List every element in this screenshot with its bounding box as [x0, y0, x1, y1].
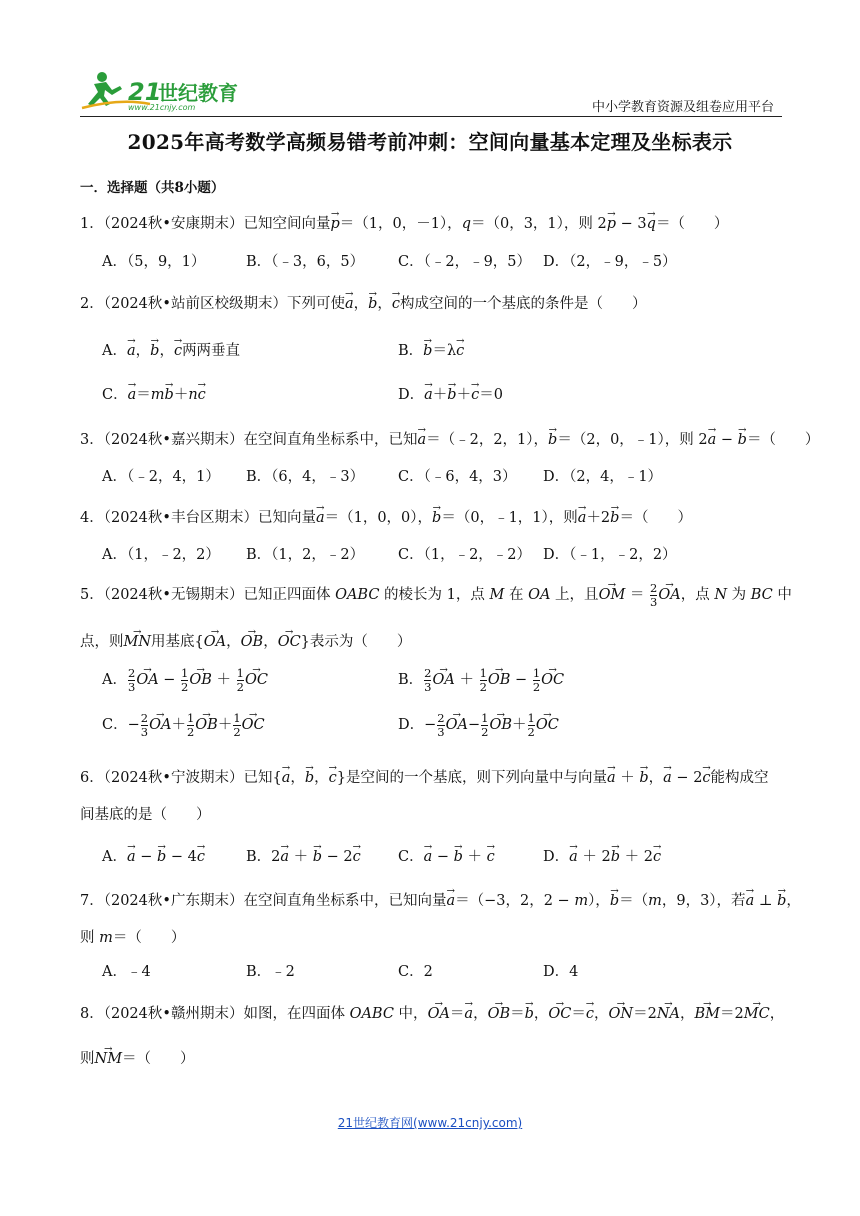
question-6: 6．（2024秋•宁波期末）已知{→ a，→ b，→ c}是空间的一个基底，则下列向量中与向量→ a ＋ → b，→ a − 2→ c能构成空 [80, 766, 769, 787]
q4-option-a[interactable]: A．（1，﹣2，2） [102, 547, 220, 563]
logo [80, 68, 250, 112]
q1-option-a[interactable]: A．（5，9，1） [102, 254, 206, 270]
q3-option-b[interactable]: B．（6，4，﹣3） [246, 469, 365, 485]
question-8: 8．（2024秋•赣州期末）如图，在四面体 OABC 中，→ OA＝→ a，→ OB＝→ b，→ OC＝→ c，→ ON＝2→ NA，→ BM＝2→ MC， [80, 1002, 784, 1023]
q2-option-c[interactable]: C．→ a＝m→ b＋n→ c [102, 383, 206, 404]
q7-option-a[interactable]: A．﹣4 [102, 964, 151, 980]
q7-option-c[interactable]: C．2 [398, 964, 433, 980]
page-title: 2025年高考数学高频易错考前冲刺：空间向量基本定理及坐标表示 [127, 130, 733, 154]
svg-text:21: 21 [128, 78, 162, 106]
svg-text:世纪教育: 世纪教育 [158, 81, 238, 105]
q2-option-d[interactable]: D．→ a＋→ b＋→ c＝0 [398, 383, 503, 404]
question-5: 5．（2024秋•无锡期末）已知正四面体 OABC 的棱长为 1，点 M 在 OA 上，且→ OM ＝ $\frac{2}{3}$ → OA，点 N 为 BC 中 [80, 582, 792, 608]
question-number: 1． [80, 216, 104, 232]
q5-option-a[interactable]: A． $\frac{2}{3}$ → OA − $\frac{1}{2}$ → OB ＋ $\frac{1}{2}$ → OC [102, 667, 268, 693]
q4-option-c[interactable]: C．（1，﹣2，﹣2） [398, 547, 532, 563]
q5-option-d[interactable]: D．− $\frac{2}{3}$ → OA− $\frac{1}{2}$ → OB＋ $\frac{1}{2}$ → OC [398, 712, 559, 738]
q4-option-d[interactable]: D．（﹣1，﹣2，2） [543, 547, 677, 563]
q7-option-d[interactable]: D．4 [543, 964, 579, 980]
svg-text:www.21cnjy.com: www.21cnjy.com [128, 103, 196, 112]
q2-option-b[interactable]: B．→ b＝λ→ c [398, 339, 464, 360]
q6-option-b[interactable]: B．2→ a ＋ → b − 2→ c [246, 845, 361, 866]
question-8-cont: 则→ NM＝（ ） [80, 1047, 195, 1068]
q4-option-b[interactable]: B．（1，2，﹣2） [246, 547, 365, 563]
q3-option-c[interactable]: C．（﹣6，4，3） [398, 469, 517, 485]
question-7: 7．（2024秋•广东期末）在空间直角坐标系中，已知向量→ a＝（−3，2，2 − m），→ b＝（m，9，3），若→ a ⊥ → b， [80, 889, 801, 910]
q6-option-c[interactable]: C．→ a − → b ＋ → c [398, 845, 495, 866]
q3-option-d[interactable]: D．（2，4，﹣1） [543, 469, 663, 485]
question-4: 4．（2024秋•丰台区期末）已知向量→ a＝（1，0，0），→ b＝（0，﹣1，1），则→ a＋2→ b＝（ ） [80, 506, 692, 527]
question-6-cont: 间基底的是（ ） [80, 807, 211, 823]
q5-option-c[interactable]: C．− $\frac{2}{3}$ → OA＋ $\frac{1}{2}$ → OB＋ $\frac{1}{2}$ → OC [102, 712, 265, 738]
platform-label: 中小学教育资源及组卷应用平台 [591, 100, 774, 115]
header-divider [80, 116, 782, 117]
q1-option-d[interactable]: D．（2，﹣9，﹣5） [543, 254, 677, 270]
q5-option-b[interactable]: B． $\frac{2}{3}$ → OA ＋ $\frac{1}{2}$ → OB − $\frac{1}{2}$ → OC [398, 667, 564, 693]
q1-option-c[interactable]: C．（﹣2，﹣9，5） [398, 254, 532, 270]
footer-link[interactable]: 21世纪教育网(www.21cnjy.com) [337, 1116, 523, 1130]
question-3: 3．（2024秋•嘉兴期末）在空间直角坐标系中，已知→ a＝（﹣2，2，1），→ b＝（2，0，﹣1），则 2→ a − → b＝（ ） [80, 428, 819, 449]
q1-option-b[interactable]: B．（﹣3，6，5） [246, 254, 365, 270]
section-heading: 一．选择题（共8小题） [80, 180, 225, 196]
q6-option-a[interactable]: A．→ a − → b − 4→ c [102, 845, 205, 866]
question-7-cont: 则 m＝（ ） [80, 930, 186, 946]
q3-option-a[interactable]: A．（﹣2，4，1） [102, 469, 220, 485]
question-5-cont: 点，则→ MN用基底{→ OA，→ OB，→ OC}表示为（ ） [80, 630, 411, 651]
q2-option-a[interactable]: A．→ a，→ b，→ c两两垂直 [102, 339, 240, 360]
question-1: 1．（2024秋•安康期末）已知空间向量→ p＝（1，0，－1），q＝（0，3，1），则 2→ p − 3→ q＝（ ） [80, 212, 728, 233]
question-2: 2．（2024秋•站前区校级期末）下列可使→ a，→ b，→ c构成空间的一个基底的条件是（ ） [80, 292, 647, 313]
logo-runner-icon [80, 68, 250, 112]
q7-option-b[interactable]: B．﹣2 [246, 964, 295, 980]
question-source: （2024秋•安康期末） [103, 216, 244, 232]
q6-option-d[interactable]: D．→ a ＋ 2→ b ＋ 2→ c [543, 845, 661, 866]
